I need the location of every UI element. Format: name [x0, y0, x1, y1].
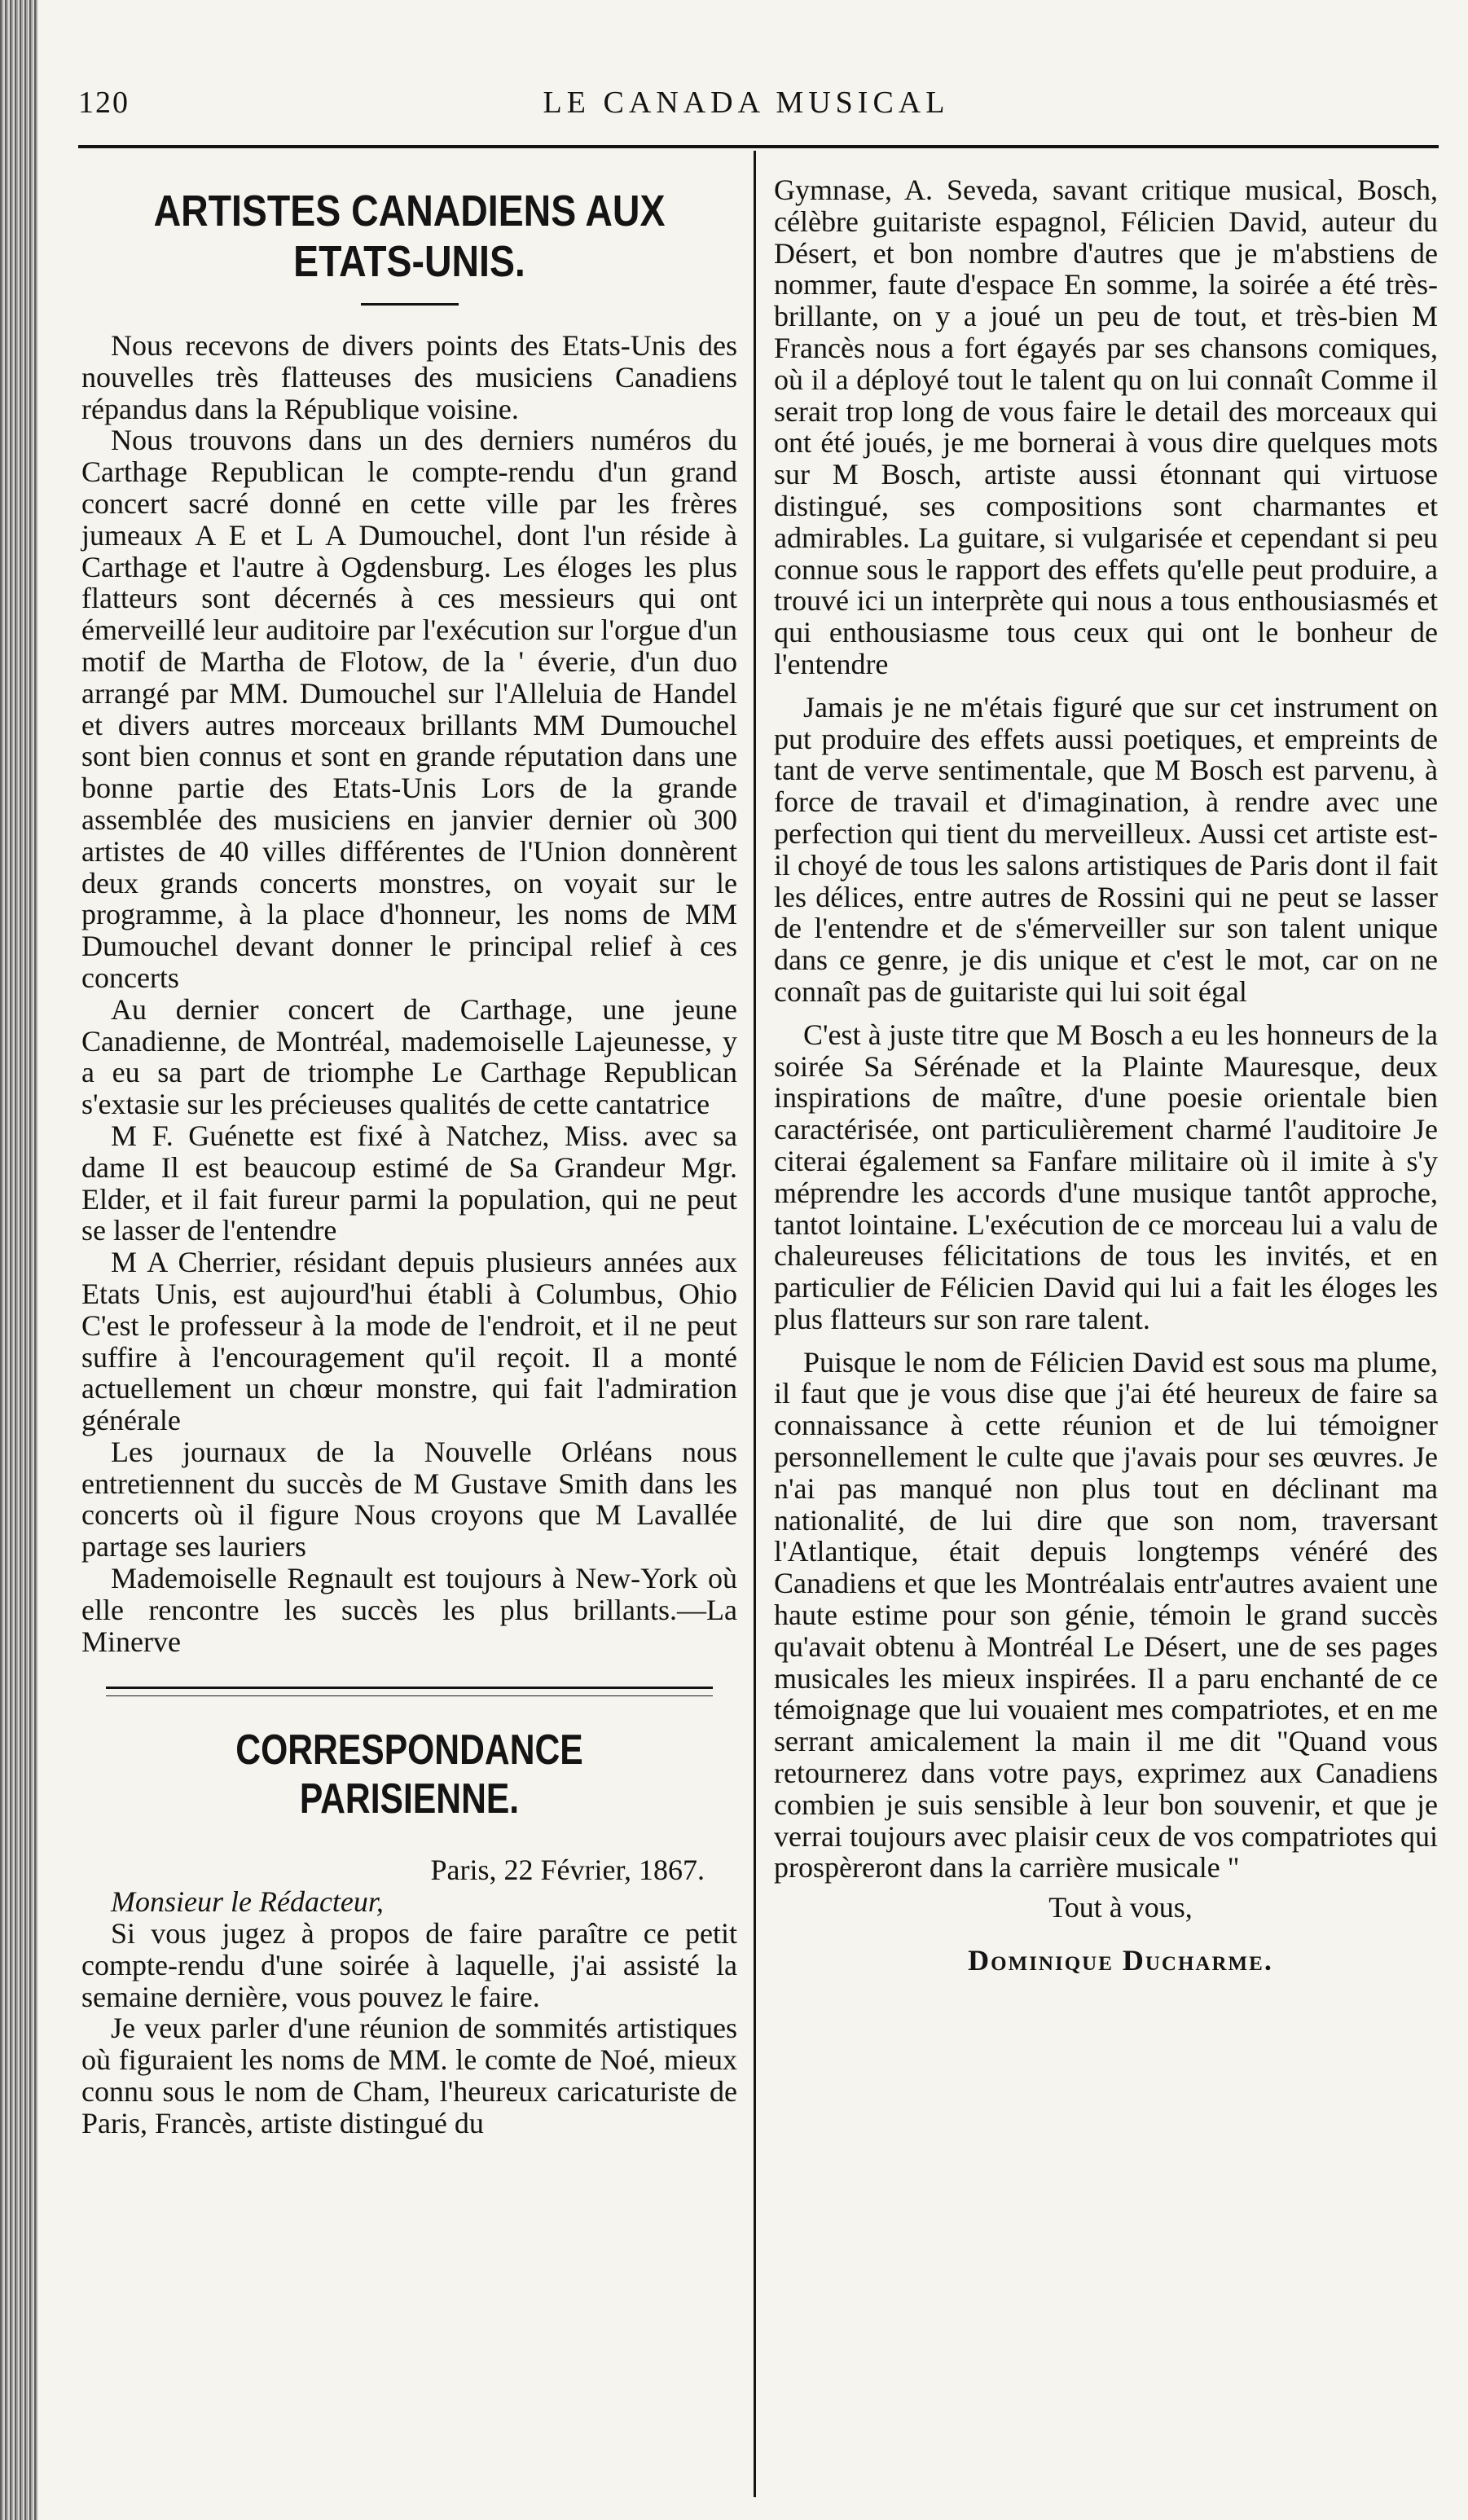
letter-signature: Dominique Ducharme.	[968, 1944, 1273, 1977]
page-header	[78, 78, 1414, 135]
letter-paragraph: Puisque le nom de Félicien David est sous ma plume, il faut que je vous dise que j'ai été heureux de faire sa connaissance à cette réunion et de lui témoigner personnellement le culte que j'avais pour ses œuvres. Je n'ai pas manqué non plus tout en déclinant ma nationalité, de lui dire que son nom, traversant l'Atlantique, était depuis longtemps vénéré des Canadiens et que les Montréalais entr'autres avaient une haute estime pour son génie, témoin le grand succès qu'avait obtenu à Montréal Le Désert, une de ses pages musicales les mieux inspirées. Il a paru enchanté de ce témoignage que lui vouaient mes compatriotes, et en me serrant amicalement la main il me dit "Quand vous retournerez dans votre pays, exprimez aux Canadiens combien je suis sensible à leur bon souvenir, et que je verrai toujours avec plaisir ceux de vos compatriotes qui prospèreront dans la carrière musicale "	[774, 1345, 1438, 1885]
left-column	[81, 163, 737, 2140]
page-number: 120	[78, 86, 130, 120]
headline-rule	[361, 303, 459, 306]
article-paragraph: Au dernier concert de Carthage, une jeune Canadienne, de Montréal, mademoiselle Lajeunesse, y a eu sa part de triomphe Le Carthage Republican s'extasie sur les précieuses qualités de cette cantatrice	[81, 992, 737, 1121]
correspondence-headline: CORRESPONDANCE PARISIENNE.	[235, 1726, 583, 1823]
article-paragraph: Les journaux de la Nouvelle Orléans nous entretiennent du succès de M Gustave Smith dans les concerts où il figure Nous croyons que M Lavallée partage ses lauriers	[81, 1435, 737, 1563]
header-rule	[78, 145, 1439, 148]
letter-salutation: Monsieur le Rédacteur,	[111, 1885, 384, 1919]
letter-dateline: Paris, 22 Février, 1867.	[430, 1854, 705, 1887]
section-divider	[106, 1687, 713, 1696]
letter-paragraph: Si vous jugez à propos de faire paraître ce petit compte-rendu d'une soirée à laquelle, j'ai assisté la semaine dernière, vous pouvez le faire.	[81, 1917, 737, 2013]
article-paragraph: Nous trouvons dans un des derniers numéros du Carthage Republican le compte-rendu d'un grand concert sacré donné en cette ville par les frères jumeaux A E et L A Dumouchel, dont l'un réside à Carthage et l'autre à Ogdensburg. Les éloges les plus flatteurs sont décernés à ces messieurs qui ont émerveillé leur auditoire par l'exécution sur l'orgue d'un motif de Martha de Flotow, de la ' éverie, d'un duo arrangé par MM. Dumouchel sur l'Alleluia de Handel et divers autres morceaux brillants MM Dumouchel sont bien connus et sont en grande réputation dans une bonne partie des Etats-Unis Lors de la grande assemblée des musiciens en janvier dernier où 300 artistes de 40 villes différentes de l'Union donnèrent deux grands concerts monstres, on voyait sur le programme, à la place d'honneur, les noms de MM Dumouchel devant donner le principal relief à ces concerts	[81, 424, 737, 994]
article-paragraph: M A Cherrier, résidant depuis plusieurs années aux Etats Unis, est aujourd'hui établi à Columbus, Ohio C'est le professeur à la mode de l'endroit, et il ne peut suffire à l'encouragement qu'il reçoit. Il a monté actuellement un chœur monstre, qui fait l'admiration générale	[81, 1246, 737, 1437]
letter-paragraph: Jamais je ne m'étais figuré que sur cet instrument on put produire des effets aussi poetiques, et empreints de tant de verve sentimentale, que M Bosch est parvenu, à force de travail et d'imagination, à rendre avec une perfection qui tient du merveilleux. Aussi cet artiste est-il choyé de tous les salons artistiques de Paris dont il fait les délices, entre autres de Rossini qui ne peut se lasser de l'entendre et de s'émerveiller sur son talent unique dans ce genre, je dis unique et c'est le mot, car on ne connaît pas de guitariste qui lui soit égal	[774, 690, 1438, 1008]
letter-paragraph: Je veux parler d'une réunion de sommités artistiques où figuraient les noms de MM. le comte de Noé, mieux connu sous le nom de Cham, l'heureux caricaturiste de Paris, Francès, artiste distingué du	[81, 2012, 737, 2140]
letter-signoff: Tout à vous,	[1048, 1891, 1193, 1924]
article-headline-line2: ETATS-UNIS.	[293, 237, 525, 286]
column-divider	[754, 151, 756, 2497]
article-paragraph: Nous recevons de divers points des Etats-Unis des nouvelles très flatteuses des musiciens Canadiens répandus dans la République voisine.	[81, 329, 737, 425]
article-paragraph: Mademoiselle Regnault est toujours à New-York où elle rencontre les succès les plus brillants.—La Minerve	[81, 1562, 737, 1658]
article-paragraph: M F. Guénette est fixé à Natchez, Miss. avec sa dame Il est beaucoup estimé de Sa Grandeur Mgr. Elder, et il fait fureur parmi la population, qui ne peut se lasser de l'entendre	[81, 1119, 737, 1247]
letter-paragraph: Gymnase, A. Seveda, savant critique musical, Bosch, célèbre guitariste espagnol, Félicien David, auteur du Désert, et bon nombre d'autres que je m'abstiens de nommer, faute d'espace En somme, la soirée a été très-brillante, on y a joué un peu de tout, et très-bien M Francès nous a fort égayés par ses chansons comiques, où il a déployé tout le talent qu on lui connaît Comme il serait trop long de vous faire le detail des morceaux qui ont été joués, je me bornerai à vous dire quelques mots sur M Bosch, artiste aussi étonnant qui virtuose distingué, ses compositions sont charmantes et admirables. La guitare, si vulgarisée et cependant si peu connue sous le rapport des effets qu'elle peut produire, a trouvé ici un interprète qui nous a tous enthousiasmés et qui enthousiasme tous ceux qui ont le bonheur de l'entendre	[774, 174, 1438, 680]
right-column	[774, 174, 1438, 1977]
letter-paragraph: C'est à juste titre que M Bosch a eu les honneurs de la soirée Sa Sérénade et la Plainte Mauresque, deux inspirations de maître, d'une poesie orientale bien caractérisée, ont particulièrement charmé l'auditoire Je citerai également sa Fanfare militaire où il imite à s'y méprendre les accords d'une musique tantôt approche, tantot lointaine. L'exécution de ce morceau lui a valu de chaleureuses félicitations de tous les invités, et en particulier de Félicien David qui lui a fait les éloges les plus flatteurs sur son rare talent.	[774, 1018, 1438, 1335]
journal-title: LE CANADA MUSICAL	[543, 86, 950, 120]
article-headline-line1: ARTISTES CANADIENS AUX	[153, 187, 666, 235]
page-binding-edge	[0, 0, 37, 2520]
